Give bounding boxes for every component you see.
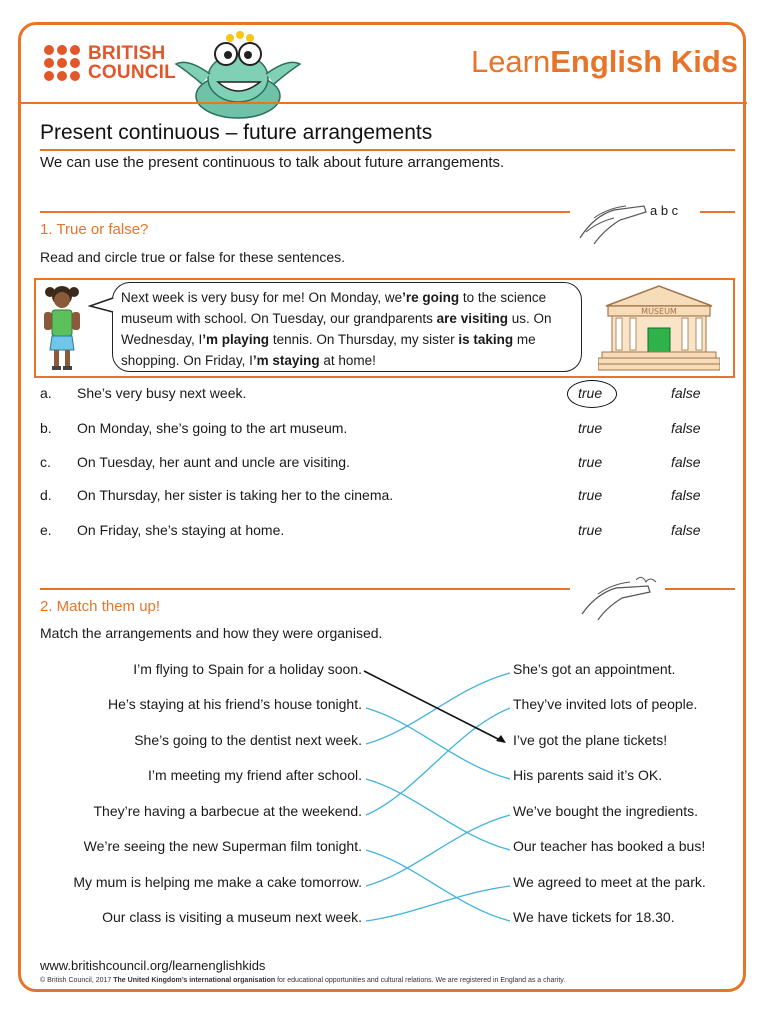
copyright-c: for educational opportunities and cultural relations. We are registered in England as a charity. bbox=[275, 977, 566, 984]
match-right-item[interactable]: We have tickets for 18.30. bbox=[513, 909, 675, 925]
match-line bbox=[366, 815, 510, 886]
question-text: On Monday, she’s going to the art museum. bbox=[77, 420, 348, 436]
story-segment: me shopping. On Friday, I bbox=[121, 332, 536, 368]
question-letter: a. bbox=[40, 385, 52, 401]
question-letter: d. bbox=[40, 487, 52, 503]
match-right-item[interactable]: We agreed to meet at the park. bbox=[513, 874, 706, 890]
museum-sign: MUSEUM bbox=[641, 307, 677, 316]
intro-text: We can use the present continuous to talk about future arrangements. bbox=[40, 154, 505, 171]
story-segment: tennis. On Thursday, my sister bbox=[269, 332, 459, 347]
match-left-item[interactable]: He’s staying at his friend’s house tonight. bbox=[108, 696, 362, 712]
true-option[interactable]: true bbox=[578, 385, 603, 401]
match-left-item[interactable]: My mum is helping me make a cake tomorrow. bbox=[73, 874, 362, 890]
match-left-item[interactable]: Our class is visiting a museum next week. bbox=[102, 909, 362, 925]
match-right-item[interactable]: Our teacher has booked a bus! bbox=[513, 838, 706, 854]
question-letter: c. bbox=[40, 454, 51, 470]
footer-url[interactable]: www.britishcouncil.org/learnenglishkids bbox=[40, 958, 266, 973]
question-letter: e. bbox=[40, 522, 52, 538]
match-right-item[interactable]: She’s got an appointment. bbox=[513, 661, 676, 677]
false-option[interactable]: false bbox=[671, 522, 701, 538]
match-right-item[interactable]: We’ve bought the ingredients. bbox=[513, 803, 698, 819]
copyright-b: The United Kingdom’s international organisation bbox=[113, 977, 276, 984]
page-title: Present continuous – future arrangements bbox=[40, 121, 433, 144]
question-letter: b. bbox=[40, 420, 52, 436]
question-text: She’s very busy next week. bbox=[77, 385, 247, 401]
story-segment: to the science museum with school. On Tuesday, our grandparents bbox=[121, 290, 547, 326]
question-text: On Tuesday, her aunt and uncle are visiting. bbox=[77, 454, 350, 470]
story-segment: ’m playing bbox=[202, 332, 270, 347]
true-option[interactable]: true bbox=[578, 522, 603, 538]
false-option[interactable]: false bbox=[671, 487, 701, 503]
match-line bbox=[366, 886, 510, 921]
false-option[interactable]: false bbox=[671, 454, 701, 470]
false-option[interactable]: false bbox=[671, 420, 701, 436]
abc-label: a b c bbox=[650, 203, 679, 218]
match-left-item[interactable]: They’re having a barbecue at the weekend. bbox=[93, 803, 362, 819]
match-left-item[interactable]: I’m flying to Spain for a holiday soon. bbox=[133, 661, 362, 677]
story-segment: at home! bbox=[319, 353, 376, 368]
story-segment: are visiting bbox=[436, 311, 508, 326]
match-right-item[interactable]: His parents said it’s OK. bbox=[513, 767, 663, 783]
lek-prefix: Learn bbox=[470, 44, 551, 79]
match-left-item[interactable]: She’s going to the dentist next week. bbox=[134, 732, 362, 748]
section1-instruction: Read and circle true or false for these sentences. bbox=[40, 249, 346, 265]
match-line bbox=[366, 850, 510, 921]
story-segment: us. On Wednesday, I bbox=[121, 311, 552, 347]
match-line bbox=[366, 779, 510, 850]
match-left-item[interactable]: We’re seeing the new Superman film tonight. bbox=[83, 838, 362, 854]
story-segment: ’m staying bbox=[252, 353, 320, 368]
question-text: On Friday, she’s staying at home. bbox=[77, 522, 285, 538]
story-segment: Next week is very busy for me! On Monday, we bbox=[121, 290, 403, 305]
match-right-item[interactable]: I’ve got the plane tickets! bbox=[513, 732, 668, 748]
false-option[interactable]: false bbox=[671, 385, 701, 401]
true-option[interactable]: true bbox=[578, 487, 603, 503]
section1-title: 1. True or false? bbox=[40, 221, 149, 238]
story-segment: ’re going bbox=[402, 290, 460, 305]
match-left-item[interactable]: I’m meeting my friend after school. bbox=[148, 767, 362, 783]
true-option[interactable]: true bbox=[578, 454, 603, 470]
brand-line-2: COUNCIL bbox=[88, 62, 176, 83]
section2-instruction: Match the arrangements and how they were organised. bbox=[40, 625, 383, 641]
match-right-item[interactable]: They’ve invited lots of people. bbox=[513, 696, 698, 712]
true-option[interactable]: true bbox=[578, 420, 603, 436]
example-arrow-line bbox=[364, 671, 504, 742]
question-text: On Thursday, her sister is taking her to the cinema. bbox=[77, 487, 394, 503]
lek-bold: English Kids bbox=[550, 44, 738, 79]
brand-line-1: BRITISH bbox=[88, 43, 166, 64]
section2-title: 2. Match them up! bbox=[40, 598, 161, 615]
story-segment: is taking bbox=[458, 332, 514, 347]
match-line bbox=[366, 708, 510, 815]
footer-copyright bbox=[40, 977, 565, 984]
copyright-a: © British Council, 2017 bbox=[40, 977, 114, 984]
